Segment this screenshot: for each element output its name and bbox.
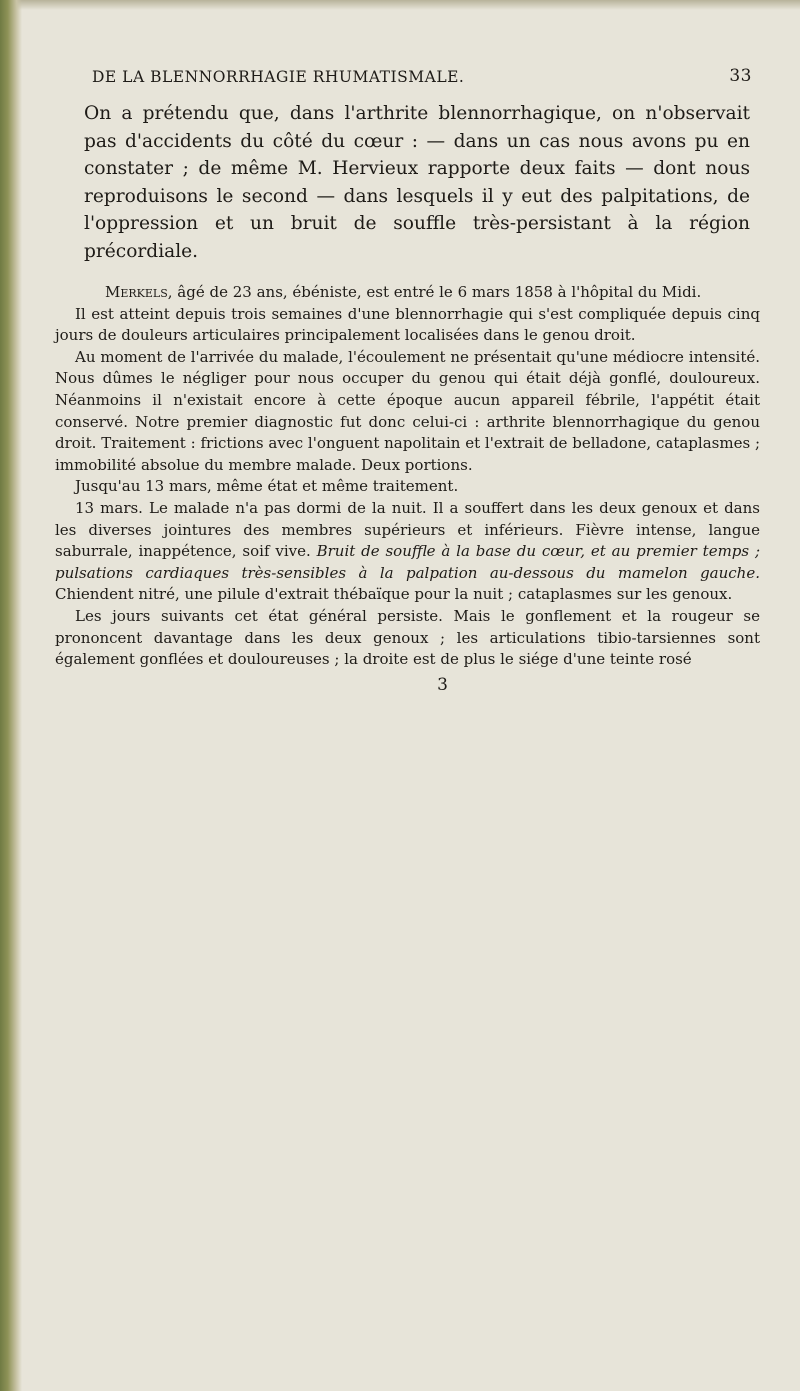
case-paragraph-5-text-a: 13 mars. Le malade n'a pas dormi de la nuit. Il a souffert dans les deux genoux et dans les diverses jointures des membres supérieurs et inférieurs. Fièvre intense, langue saburrale, inappétence, soif vive. [55,498,760,561]
case-paragraph-6: Les jours suivants cet état général persiste. Mais le gonflement et la rougeur se prononcent davantage dans les deux genoux ; les articulations tibio-tarsiennes sont également gonflées et douloureuses ; la droite est de plus le siége d'une teinte rosé [55,606,760,669]
case-paragraph-5-text-b: Chiendent nitré, une pilule d'extrait thébaïque pour la nuit ; cataplasmes sur les genoux. [55,585,733,604]
case-paragraph-5-italic: Bruit de souffle à la base du cœur, et au premier temps ; pulsations cardiaques très-sensibles à la palpation au-dessous du mamelon gauche. [55,542,761,582]
case-paragraph-3: Au moment de l'arrivée du malade, l'écoulement ne présentait qu'une médiocre intensité. Nous dûmes le négliger pour nous occuper du genou qui était déjà gonflé, douloureux. Néanmoins il n'existait encore à cette époque aucun appareil fébrile, l'appétit était conservé. Notre premier diagnostic fut donc celui-ci : arthrite blennorrhagique du genou droit. Traitement : frictions avec l'onguent napolitain et l'extrait de belladone, cataplasmes ; immobilité absolue du membre malade. Deux portions. [55,347,760,474]
case-paragraph-2: Il est atteint depuis trois semaines d'une blennorrhagie qui s'est compliquée depuis cinq jours de douleurs articulaires principalement localisées dans le genou droit. [55,304,760,345]
book-page [55,60,760,1380]
page-top-shadow [0,0,800,10]
running-header [55,60,760,96]
case-paragraph-1-text: âgé de 23 ans, ébéniste, est entré le 6 mars 1858 à l'hôpital du Midi. [172,283,702,301]
case-paragraph-5 [55,498,760,606]
case-paragraph-4: Jusqu'au 13 mars, même état et même traitement. [75,477,459,496]
book-binding-edge [0,0,22,1391]
patient-name: Merkels, [105,283,173,301]
case-paragraph-1 [85,282,748,304]
running-title: DE LA BLENNORRHAGIE RHUMATISMALE. [92,68,465,86]
signature-mark: 3 [437,674,448,695]
page-number: 33 [729,66,752,86]
intro-paragraph: On a prétendu que, dans l'arthrite blennorrhagique, on n'observait pas d'accidents du côté du cœur : — dans un cas nous avons pu en constater ; de même M. Hervieux rapporte deux faits — dont nous reproduisons le second — dans lesquels il y eut des palpitations, de l'oppression et un bruit de souffle très-persistant à la région précordiale. [84,103,750,262]
